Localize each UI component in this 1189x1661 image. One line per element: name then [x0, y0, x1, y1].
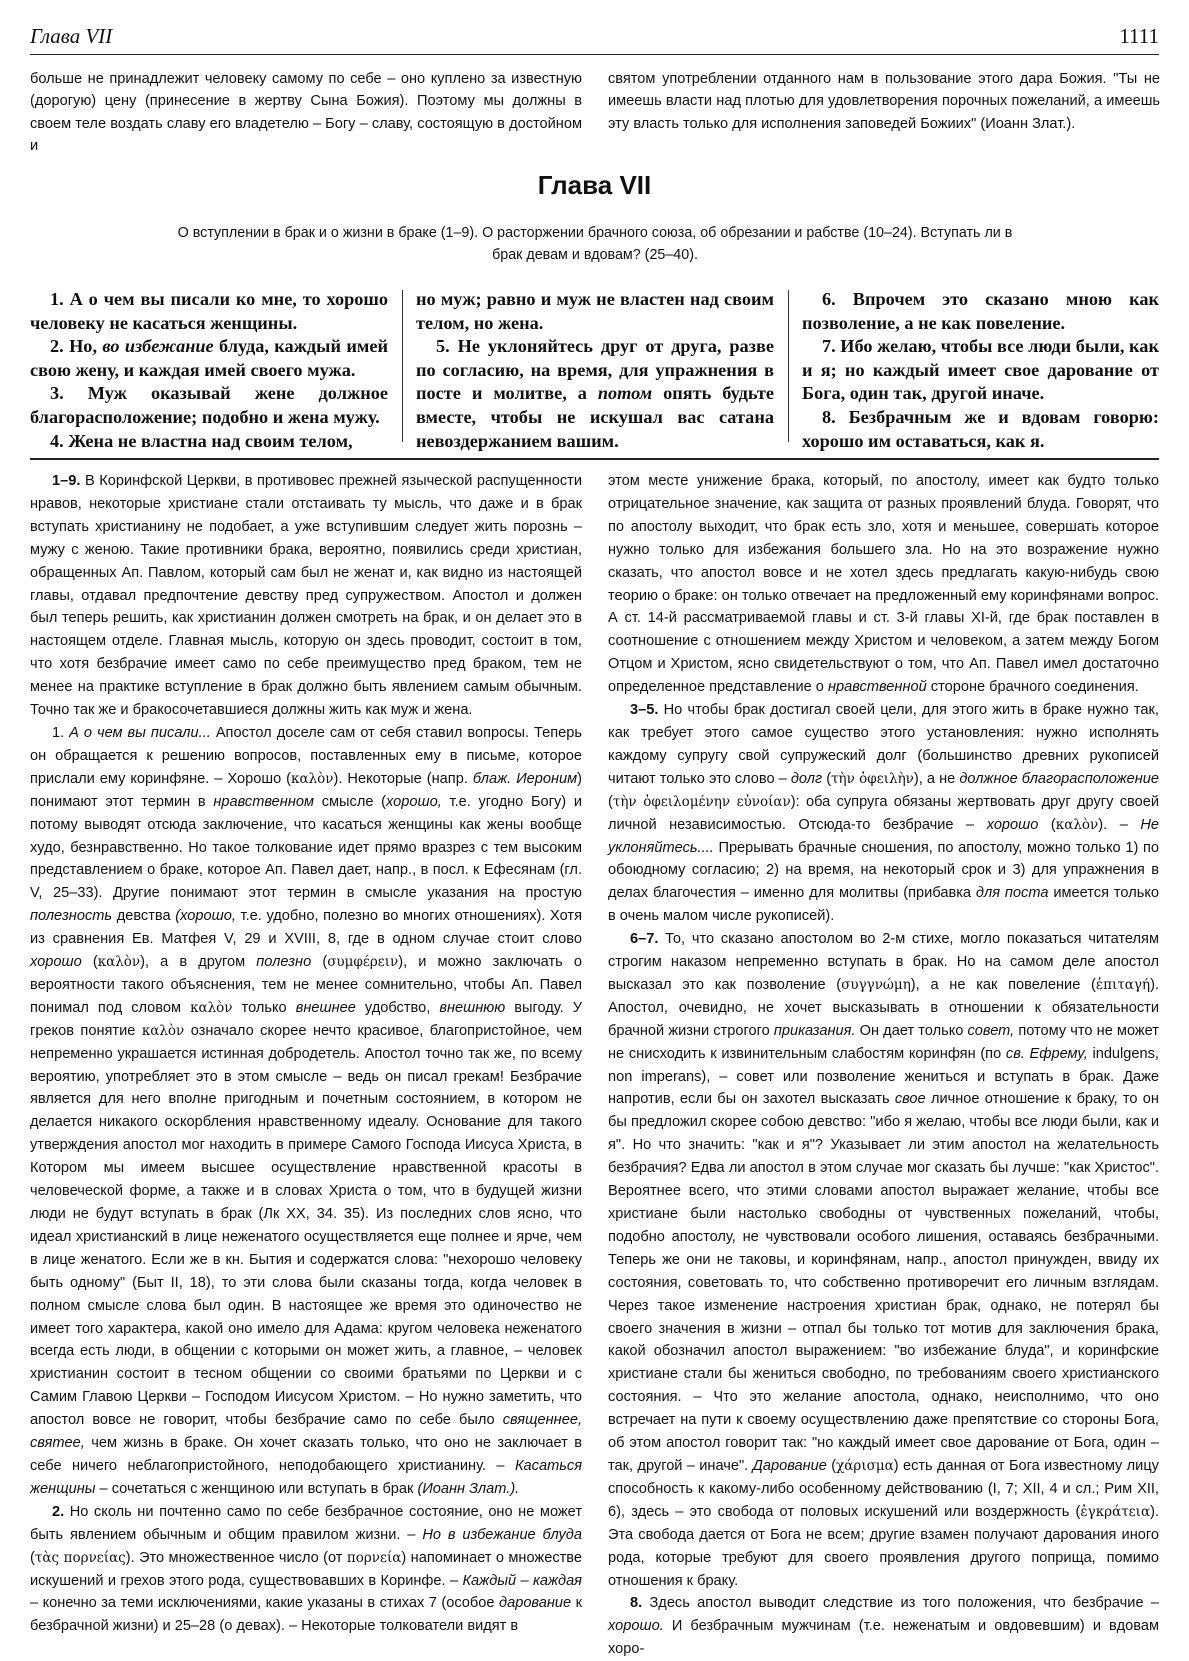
commentary-paragraph: 2. Но сколь ни почтенно само по себе безбрачное состояние, оно не может быть явлением обычным и общим правилом жизни. – Но в избежание блуда (τὰς πορνείας). Это множественное число (от πορνεία) напоминает о множестве искушений и грехов этого рода, существовавших в Коринфе. – Каждый – каждая – конечно за теми исключениями, какие указаны в стихах 7 (особое дарование к безбрачной жизни) и 25–28 (о девах). – Некоторые толкователи видят в: [30, 1503, 583, 1635]
commentary-paragraph: этом месте унижение брака, который, по апостолу, имеет как будто только отрицательное значение, как защита от разных проявлений блуда. Говорят, что по апостолу выходит, что брак есть зло, хотя и меньшее, совершать которое нужно только для избежания большего зла. Но на это возражение нужно сказать, что апостол вовсе и не хотел здесь предлагать какую-нибудь свою теорию о браке: он только отвечает на предложенный ему коринфянами вопрос. А ст. 14-й рассматриваемой главы и ст. 3-й главы XI-й, где брак поставлен в соотношение с отношением между Христом и человеком, а затем между Богом Отцом и Христом, ясно свидетельствуют о том, что Ап. Павел имел достаточно определенное представление о нравственной стороне брачного соединения.: [608, 473, 1159, 696]
chapter-title: Глава VII: [537, 170, 652, 200]
verse-7: 7. Ибо желаю, чтобы все люди были, как и я; но каждый имеет свое дарование от Бога, один так, другой иначе.: [802, 336, 1159, 404]
scripture-column-2: [416, 288, 774, 453]
top-commentary-left: больше не принадлежит человеку самому по себе – оно куплено за известную (дорогую) цену (принесение в жертву Сына Божия). Поэтому мы должны в своем теле воздать славу его владетелю – Богу – славу, состоящую в достойном и: [30, 71, 582, 154]
page-number: 1111: [1119, 24, 1159, 48]
column-divider: [788, 290, 789, 442]
section-divider: [30, 458, 1159, 460]
scripture-column-1: [30, 288, 388, 453]
verse-5: 5. Не уклоняйтесь друг от друга, разве по согласию, на время, для упражнения в посте и молитве, а потом опять будьте вместе, чтобы не искушал вас сатана невоздержанием вашим.: [416, 336, 774, 451]
running-header-chapter: Глава VII: [30, 24, 113, 48]
verse-4-start: 4. Жена не властна над своим телом,: [50, 430, 353, 451]
commentary-left-column: [30, 470, 582, 1638]
chapter-summary: О вступлении в брак и о жизни в браке (1–9). О расторжении брачного союза, об обрезании и рабстве (10–24). Вступать ли в брак девам и вдовам? (25–40).: [177, 225, 1013, 263]
commentary-paragraph: 1–9. В Коринфской Церкви, в противовес прежней языческой распущенности нравов, некоторые христиане стали отстаивать ту мысль, что даже и в брак вступать христианину не подобает, а уже вступившим следует жить порознь – мужу с женою. Такие противники брака, вероятно, появились среди христиан, обращенных Ап. Павлом, который сам был не женат и, как видно из настоящей главы, отдавал предпочтение девству пред супружеством. Апостол и должен был теперь решить, как христианин должен смотреть на брак, и он делает это в настоящем отделе. Главная мысль, которую он здесь проводит, состоит в том, что хотя безбрачие имеет само по себе преимущество пред браком, тем не менее на практике вступление в брак должно быть явлением самым обычным. Точно так же и бракосочетавшиеся должны жить как муж и жена.: [30, 473, 582, 719]
scripture-column-3: [802, 288, 1159, 453]
top-commentary: [30, 68, 1160, 154]
commentary-paragraph: 3–5. Но чтобы брак достигал своей цели, для этого жить в браке нужно так, как требует этого самое существо этого установления: нужно исполнять каждому супругу свой супружеский долг (большинство древних рукописей читают только это слово – долг (τὴν ὀφειλὴν), а не должное благорасположение (τὴν ὀφειλομένην εὐνοίαν): оба супруга обязаны жертвовать друг другу своей личной независимостью. Отсюда-то безбрачие – хорошо (καλὸν). – Не уклоняйтесь.... Прерывать брачные сношения, по апостолу, можно только 1) по обоюдному согласию; 2) на время, на некоторый срок и 3) для упражнения в делах благочестия – именно для молитвы (прибавка для поста имеется только в очень малом числе рукописей).: [608, 702, 1159, 925]
commentary-right-column: [608, 470, 1159, 1661]
running-header: [30, 20, 1159, 55]
verse-4-end: но муж; равно и муж не властен над своим телом, но жена.: [416, 289, 774, 333]
commentary-paragraph: 8. Здесь апостол выводит следствие из того положения, что безбрачие – хорошо. И безбрачным мужчинам (т.е. неженатым и овдовевшим) и вдовам хоро-: [608, 1595, 1159, 1658]
commentary-paragraph: 1. А о чем вы писали... Апостол доселе сам от себя ставил вопросы. Теперь он обращается к решению вопросов, поставленных ему в письме, которое прислали ему коринфяне. – Хорошо (καλὸν). Некоторые (напр. блаж. Иероним) понимают этот термин в нравственном смысле (хорошо, т.е. угодно Богу) и потому выводят отсюда заключение, что касаться женщины как жены вообще худо, безнравственно. Но такое толкование идет прямо вразрез с тем высоким представлением о браке, которое Ап. Павел дает, напр., в посл. к Ефесянам (гл. V, 25–33). Другие понимают этот термин в смысле указания на простую полезность девства (хорошо, т.е. удобно, полезно во многих отношениях). Хотя из сравнения Ев. Матфея V, 29 и XVIII, 8, где в одном случае стоит слово хорошо (καλὸν), а в другом полезно (συμφέρειν), и можно заключать о вероятности такого объяснения, тем не менее сомнительно, чтобы Ап. Павел понимал под словом καλὸν только внешнее удобство, внешнюю выгоду. У греков понятие καλὸν означало скорее нечто красивое, благопристойное, чем непременно украшается истинная добродетель. Апостол точно так же, по всему вероятию, употребляет это в этом смысле – ведь он писал грекам! Безбрачие является для него вполне пригодным и почетным состоянием, в котором не делается никакого оскорбления нравственному идеалу. Основание для такого утверждения апостол мог находить в примере Самого Господа Иисуса Христа, в Котором мы имеем высшее осуществление нравственной красоты в человеческой форме, а также и в словах Христа о том, что в будущей жизни люди не будут вступать в брак (Лк XX, 34. 35). Из последних слов ясно, что идеал христианский в лице неженатого осуществляется еще полнее и ярче, чем в лице женатого. Если же в кн. Бытия и содержатся слова: "нехорошо человеку быть одному" (Быт II, 18), то эти слова были сказаны тогда, когда человек в полном смысле слова был один. В настоящее же время это одиночество не имеет того характера, какой оно имело для Адама: кругом человека неженатого всегда есть люди, в общении с которыми он может жить, а главное, – человек христианин состоит в тесном общении со своими братьями по Церкви и с Самим Главою Церкви – Господом Иисусом Христом. – Но нужно заметить, что апостол вовсе не говорит, чтобы безбрачие само по себе было священнее, святее, чем жизнь в браке. Он хочет сказать только, что оно не заключает в себе ничего неблагопристойного, неподобающего христианину. – Касаться женщины – сочетаться с женщиною или вступать в брак (Иоанн Злат.).: [30, 724, 583, 1497]
column-divider: [402, 290, 403, 442]
verse-3: 3. Муж оказывай жене должное благорасположение; подобно и жена мужу.: [30, 383, 388, 427]
verse-1: 1. А о чем вы писали ко мне, то хорошо человеку не касаться женщины.: [30, 289, 388, 333]
top-commentary-right: святом употреблении отданного нам в пользование этого дара Божия. "Ты не имеешь власти над плотью для удовлетворения порочных пожеланий, а имеешь эту власть только для исполнения заповедей Божиих" (Иоанн Злат.).: [608, 71, 1160, 132]
verse-8: 8. Безбрачным же и вдовам говорю: хорошо им оставаться, как я.: [802, 406, 1159, 451]
scripture-text: [30, 288, 1159, 450]
commentary-paragraph: 6–7. То, что сказано апостолом во 2-м стихе, могло показаться читателям строгим наказом непременно вступать в брак. Но на самом деле апостол высказал это как позволение (συγγνώμη), а не как повеление (ἐπιταγή). Апостол, очевидно, не хочет высказывать в отношении к обязательности брачной жизни строгого приказания. Он дает только совет, потому что не может не снисходить к извинительным слабостям коринфян (по св. Ефрему, indulgens, non imperans), – совет или позволение жениться и вступать в брак. Даже напротив, если бы он захотел высказать свое личное отношение к браку, то он бы предложил скорее собою девство: "ибо я желаю, чтобы все люди были, как и я". Но что значить: "как и я"? Указывает ли этим апостол на желательность безбрачия? Едва ли апостол в этом случае мог сказать бы лучше: "как Христос". Вероятнее всего, что этими словами апостол выражает желание, чтобы все христиане были настолько свободны от чувственных пожеланий, чтобы, подобно апостолу, не чувствовали особого лишения, оставаясь безбрачными. Теперь же они не таковы, и коринфянам, напр., апостол принужден, ввиду их состояния, советовать то, что собственно противоречит его личным взглядам. Через такое изменение настроения христиан брак, однако, не потерял бы своего значения в жизни – отпал бы только тот мотив для заключения брака, какой обозначил апостол выражением: "во избежание блуда", и коринфские христиане стали бы жениться свободно, по требованиям своего христианского состояния. – Что это желание апостола, однако, неисполнимо, что оно встречает на пути к своему осуществлению даже препятствие со стороны Бога, об этом апостол говорит так: "но каждый имеет свое дарование от Бога, один – так, другой – иначе". Дарование (χάρισμα) есть данная от Бога известному лицу способность к какому-либо особенному действованию (I, 7; XII, 4 и сл.; Рим XII, 6), здесь – это свобода от половых искушений или воздержность (ἐγκράτεια). Эта свобода дается от Бога не всем; другие взамен получают дарования иного рода, которые требуют для своего проявления другого поприща, помимо отношения к браку.: [608, 931, 1159, 1589]
verse-2: 2. Но, во избежание блуда, каждый имей свою жену, и каждая имей своего мужа.: [30, 336, 388, 380]
verse-6: 6. Впрочем это сказано мною как позволение, а не как повеление.: [802, 289, 1159, 333]
